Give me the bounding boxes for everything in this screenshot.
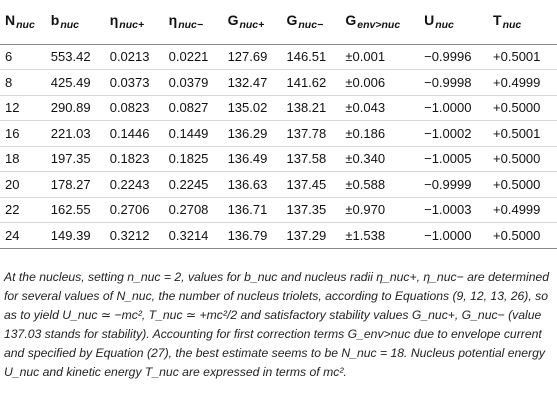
column-header-subscript: nuc bbox=[16, 19, 35, 32]
table-cell: 0.0827 bbox=[164, 95, 223, 121]
table-cell: 0.0823 bbox=[105, 95, 164, 121]
table-cell: −0.9999 bbox=[419, 172, 488, 198]
table-cell: −1.0005 bbox=[419, 146, 488, 172]
column-header bbox=[281, 0, 340, 44]
table-cell: 197.35 bbox=[46, 146, 105, 172]
table-cell: 0.0379 bbox=[164, 70, 223, 96]
table-row bbox=[0, 172, 557, 198]
table-cell: 0.0373 bbox=[105, 70, 164, 96]
table-cell: 178.27 bbox=[46, 172, 105, 198]
table-cell: 162.55 bbox=[46, 197, 105, 223]
column-header-symbol: b bbox=[50, 12, 60, 29]
table-cell: 146.51 bbox=[281, 44, 340, 70]
table-cell: 0.1825 bbox=[164, 146, 223, 172]
column-header-subscript: nuc bbox=[502, 19, 522, 32]
column-header bbox=[223, 0, 282, 44]
column-header-symbol: T bbox=[493, 12, 502, 29]
table-cell: 18 bbox=[0, 146, 46, 172]
table-cell: 136.63 bbox=[223, 172, 282, 198]
table-cell: −1.0002 bbox=[419, 121, 488, 147]
table-cell: +0.5001 bbox=[488, 44, 557, 70]
column-header-symbol: N bbox=[5, 12, 16, 29]
table-cell: 137.35 bbox=[281, 197, 340, 223]
table-row bbox=[0, 95, 557, 121]
table-cell: ±0.186 bbox=[340, 121, 419, 147]
column-header-subscript: env>nuc bbox=[357, 19, 401, 32]
column-header bbox=[164, 0, 223, 44]
table-cell: 136.79 bbox=[223, 223, 282, 249]
table-cell: 16 bbox=[0, 121, 46, 147]
table-cell: 290.89 bbox=[46, 95, 105, 121]
column-header-subscript: nuc+ bbox=[239, 19, 265, 32]
column-header bbox=[0, 0, 46, 44]
column-header bbox=[488, 0, 557, 44]
table-cell: 136.71 bbox=[223, 197, 282, 223]
table-cell: −0.9996 bbox=[419, 44, 488, 70]
table-cell: 141.62 bbox=[281, 70, 340, 96]
table-cell: 0.0221 bbox=[164, 44, 223, 70]
table-cell: 136.49 bbox=[223, 146, 282, 172]
column-header-subscript: nuc bbox=[60, 19, 80, 32]
table-cell: 12 bbox=[0, 95, 46, 121]
table-cell: 137.29 bbox=[281, 223, 340, 249]
table-row bbox=[0, 44, 557, 70]
table-cell: +0.5000 bbox=[488, 146, 557, 172]
table-cell: 0.3212 bbox=[105, 223, 164, 249]
table-cell: ±0.340 bbox=[340, 146, 419, 172]
column-header-symbol: G bbox=[227, 12, 239, 29]
table-row bbox=[0, 197, 557, 223]
table-row bbox=[0, 70, 557, 96]
column-header-symbol: η bbox=[168, 12, 178, 29]
table-cell: 0.3214 bbox=[164, 223, 223, 249]
table-cell: 135.02 bbox=[223, 95, 282, 121]
table-cell: 137.45 bbox=[281, 172, 340, 198]
table-cell: 127.69 bbox=[223, 44, 282, 70]
table-cell: 20 bbox=[0, 172, 46, 198]
table-cell: +0.5000 bbox=[488, 95, 557, 121]
table-cell: −1.0003 bbox=[419, 197, 488, 223]
table-cell: 553.42 bbox=[46, 44, 105, 70]
column-header-subscript: nuc+ bbox=[119, 19, 145, 32]
column-header-symbol: U bbox=[424, 12, 435, 29]
table-cell: 0.1823 bbox=[105, 146, 164, 172]
column-header-symbol: G bbox=[286, 12, 298, 29]
column-header bbox=[419, 0, 488, 44]
table-cell: ±0.970 bbox=[340, 197, 419, 223]
table-cell: 0.2245 bbox=[164, 172, 223, 198]
column-header bbox=[46, 0, 105, 44]
table-cell: +0.5000 bbox=[488, 223, 557, 249]
table-caption: At the nucleus, setting n_nuc = 2, values for b_nuc and nucleus radii η_nuc+, η_nuc− are determined for several values of N_nuc, the number of nucleus triolets, according to Equations (9, 12, 13, 26), so as to yield U_nuc ≃ −mc², T_nuc ≃ +mc²/2 and satisfactory stability values G_nuc+, G_nuc− (value 137.03 stands for stability). Accounting for first correction terms G_env>nuc due to envelope current and specified by Equation (27), the best estimate seems to be N_nuc = 18. Nucleus potential energy U_nuc and kinetic energy T_nuc are expressed in terms of mc². bbox=[4, 270, 550, 379]
table-cell: ±0.043 bbox=[340, 95, 419, 121]
table-cell: 0.2243 bbox=[105, 172, 164, 198]
table-cell: 24 bbox=[0, 223, 46, 249]
table-cell: ±0.006 bbox=[340, 70, 419, 96]
table-cell: 132.47 bbox=[223, 70, 282, 96]
column-header-symbol: η bbox=[109, 12, 119, 29]
table-cell: ±1.538 bbox=[340, 223, 419, 249]
header-row bbox=[0, 0, 557, 44]
table-cell: 0.2706 bbox=[105, 197, 164, 223]
table-cell: 138.21 bbox=[281, 95, 340, 121]
table-cell: 425.49 bbox=[46, 70, 105, 96]
table-cell: 149.39 bbox=[46, 223, 105, 249]
column-header-subscript: nuc bbox=[435, 19, 454, 32]
table-cell: 137.58 bbox=[281, 146, 340, 172]
table-cell: −1.0000 bbox=[419, 223, 488, 249]
table-cell: +0.5001 bbox=[488, 121, 557, 147]
table-cell: +0.4999 bbox=[488, 197, 557, 223]
table-row bbox=[0, 146, 557, 172]
table-cell: 136.29 bbox=[223, 121, 282, 147]
column-header-symbol: G bbox=[345, 12, 357, 29]
table-row bbox=[0, 121, 557, 147]
column-header bbox=[340, 0, 419, 44]
table-cell: 137.78 bbox=[281, 121, 340, 147]
table-cell: 8 bbox=[0, 70, 46, 96]
column-header-subscript: nuc− bbox=[298, 19, 324, 32]
table-cell: 22 bbox=[0, 197, 46, 223]
table-cell: +0.5000 bbox=[488, 172, 557, 198]
table-cell: 221.03 bbox=[46, 121, 105, 147]
table-cell: −0.9998 bbox=[419, 70, 488, 96]
table-cell: 0.2708 bbox=[164, 197, 223, 223]
table-cell: +0.4999 bbox=[488, 70, 557, 96]
column-header-subscript: nuc− bbox=[178, 19, 204, 32]
table-cell: −1.0000 bbox=[419, 95, 488, 121]
table-cell: 6 bbox=[0, 44, 46, 70]
table-cell: ±0.001 bbox=[340, 44, 419, 70]
column-header bbox=[105, 0, 164, 44]
table-cell: 0.0213 bbox=[105, 44, 164, 70]
table-cell: 0.1449 bbox=[164, 121, 223, 147]
table-cell: 0.1446 bbox=[105, 121, 164, 147]
table-body bbox=[0, 44, 557, 248]
table-cell: ±0.588 bbox=[340, 172, 419, 198]
table-row bbox=[0, 223, 557, 249]
